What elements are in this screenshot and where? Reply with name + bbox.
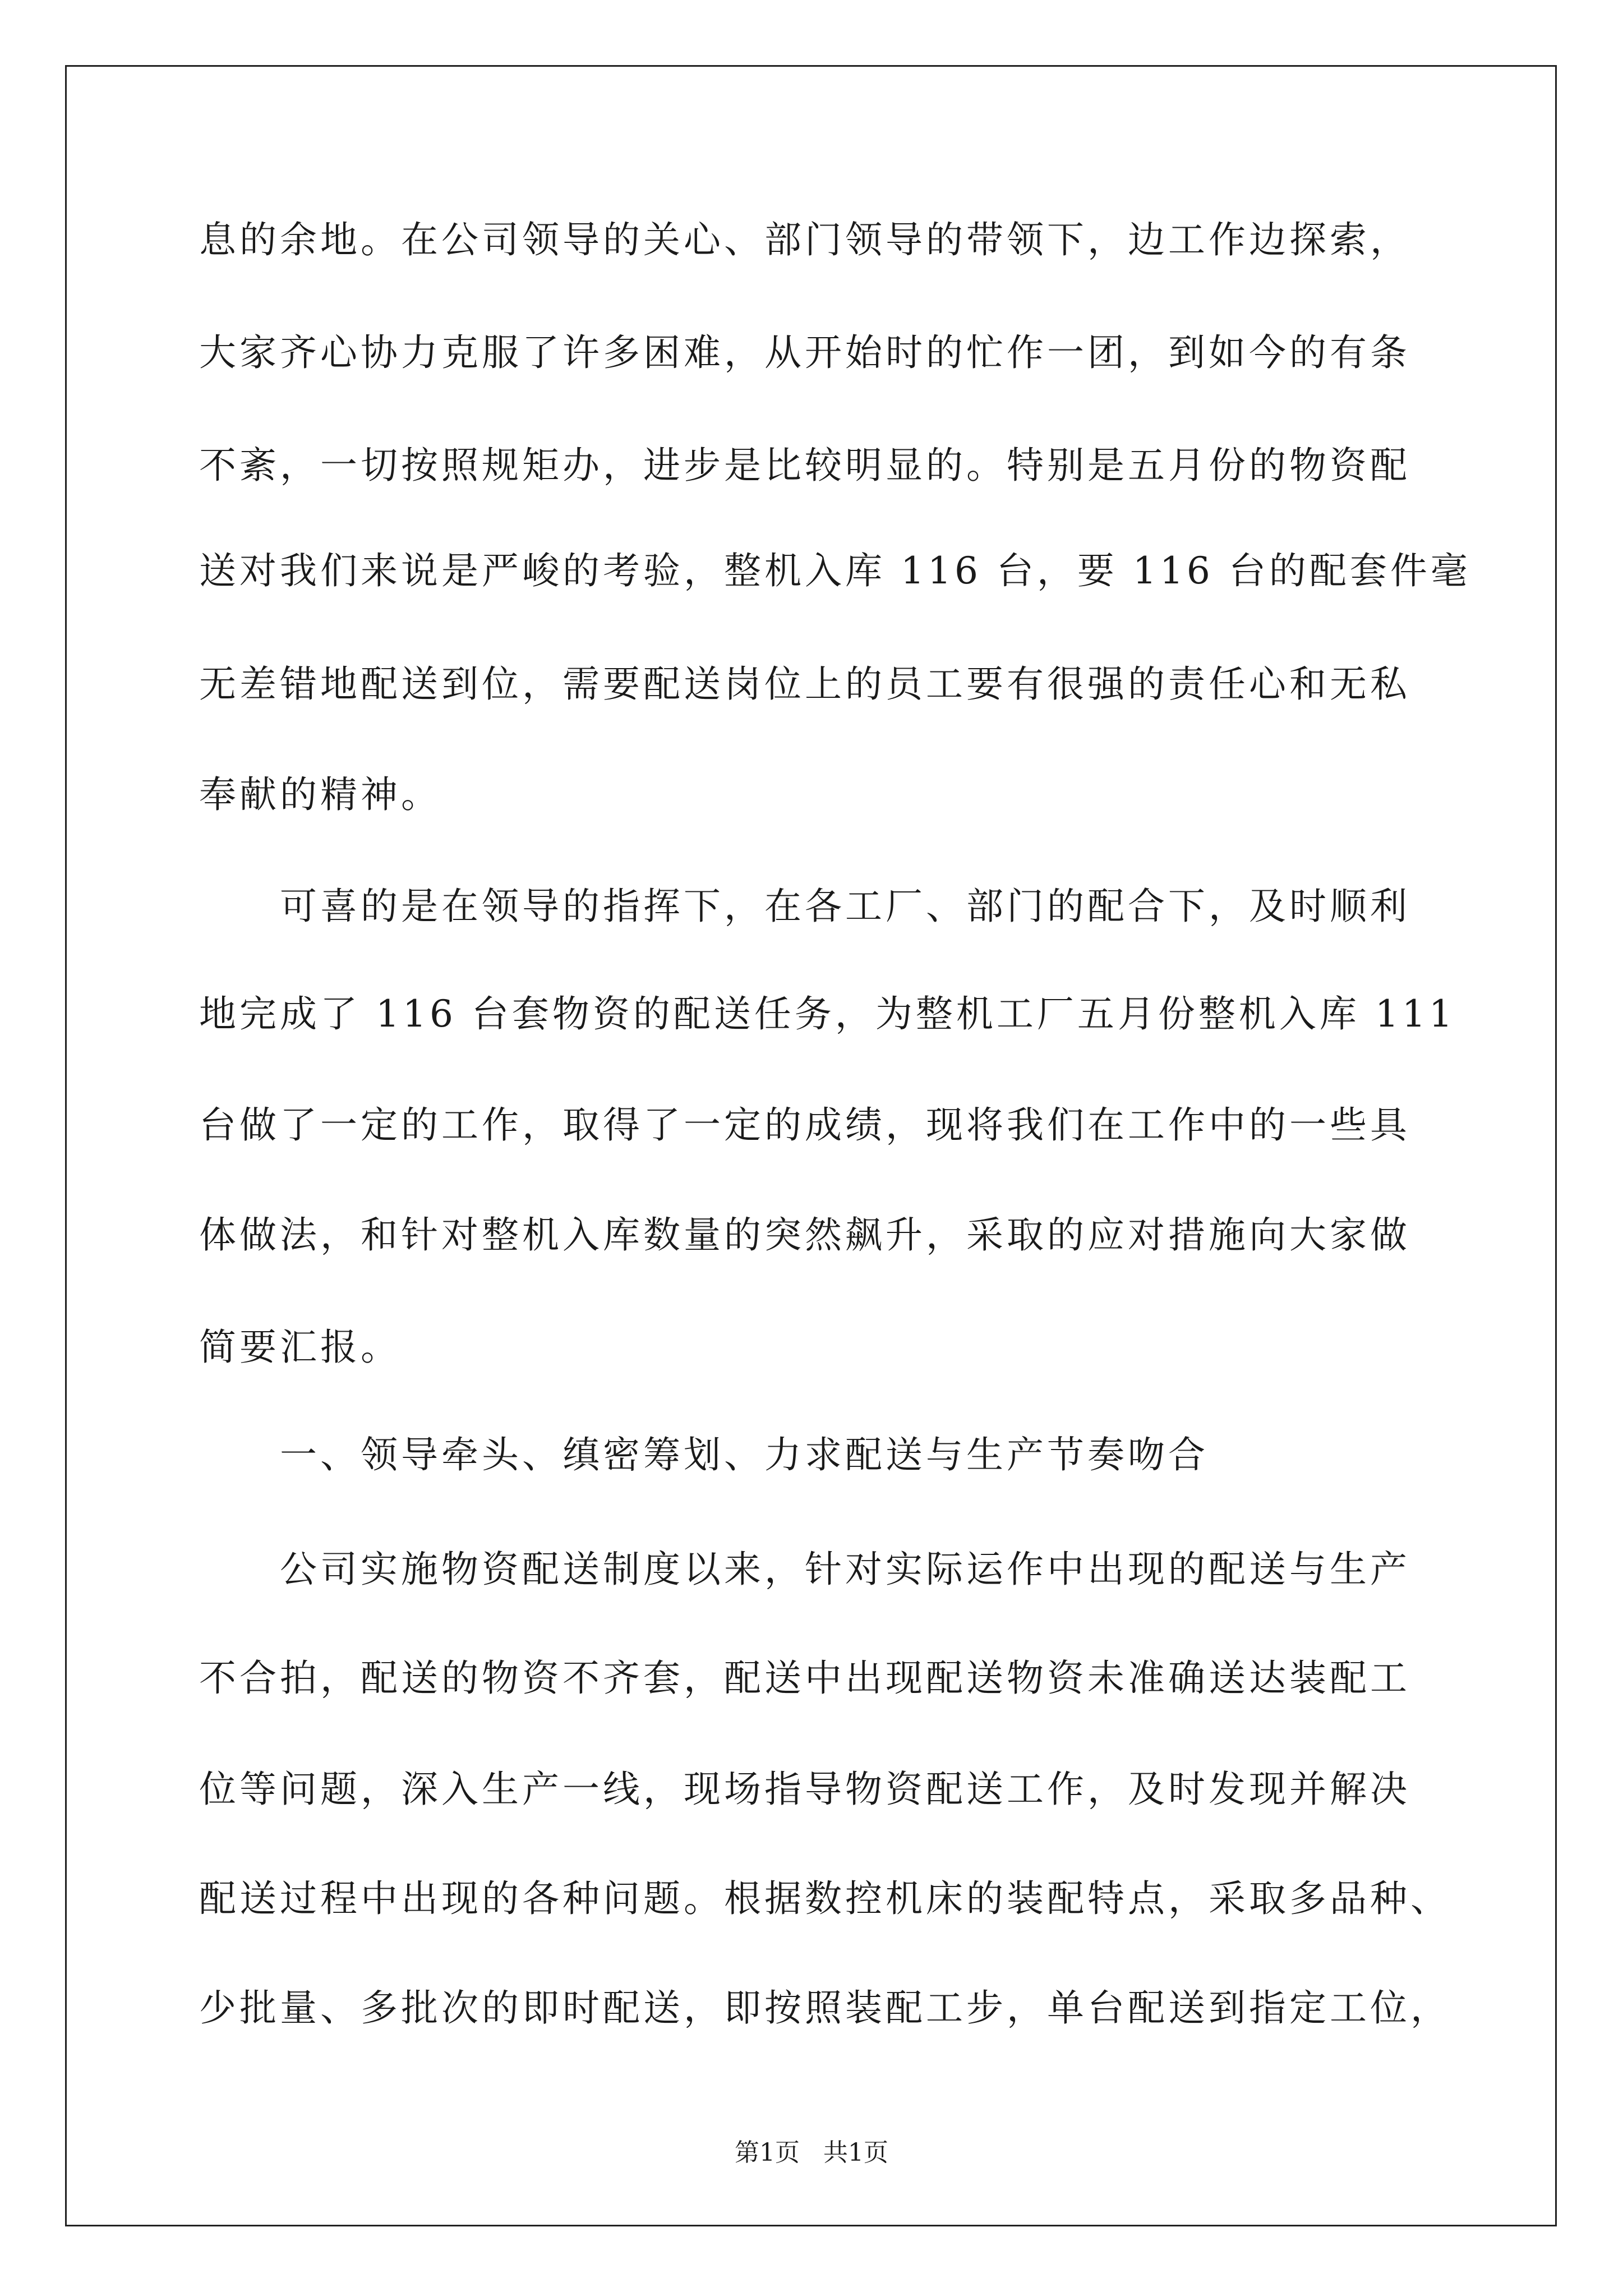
text-line: 息的余地。在公司领导的关心、部门领导的带领下，边工作边探索，	[199, 218, 1410, 261]
text-line: 奉献的精神。	[199, 773, 441, 816]
text-line: 地完成了 116 台套物资的配送任务，为整机工厂五月份整机入库 111	[199, 992, 1456, 1036]
text-line: 台做了一定的工作，取得了一定的成绩，现将我们在工作中的一些具	[199, 1103, 1410, 1147]
text-line: 无差错地配送到位，需要配送岗位上的员工要有很强的责任心和无私	[199, 662, 1410, 706]
text-line: 配送过程中出现的各种问题。根据数控机床的装配特点，采取多品种、	[199, 1877, 1451, 1920]
text-line: 少批量、多批次的即时配送，即按照装配工步，单台配送到指定工位，	[199, 1986, 1451, 2030]
text-line: 公司实施物资配送制度以来，针对实际运作中出现的配送与生产	[199, 1548, 1410, 1591]
text-line: 位等问题，深入生产一线，现场指导物资配送工作，及时发现并解决	[199, 1768, 1410, 1811]
text-line: 不紊，一切按照规矩办，进步是比较明显的。特别是五月份的物资配	[199, 444, 1410, 487]
page-footer: 第1页 共1页	[735, 2138, 888, 2167]
text-line: 简要汇报。	[199, 1326, 401, 1369]
section-heading: 一、领导牵头、缜密筹划、力求配送与生产节奏吻合	[199, 1433, 1209, 1476]
text-line: 不合拍，配送的物资不齐套，配送中出现配送物资未准确送达装配工	[199, 1657, 1410, 1700]
text-line: 送对我们来说是严峻的考验，整机入库 116 台，要 116 台的配套件毫	[199, 549, 1471, 592]
text-line: 可喜的是在领导的指挥下，在各工厂、部门的配合下，及时顺利	[199, 885, 1410, 928]
text-line: 体做法，和针对整机入库数量的突然飙升，采取的应对措施向大家做	[199, 1213, 1410, 1257]
text-line: 大家齐心协力克服了许多困难，从开始时的忙作一团，到如今的有条	[199, 331, 1410, 374]
